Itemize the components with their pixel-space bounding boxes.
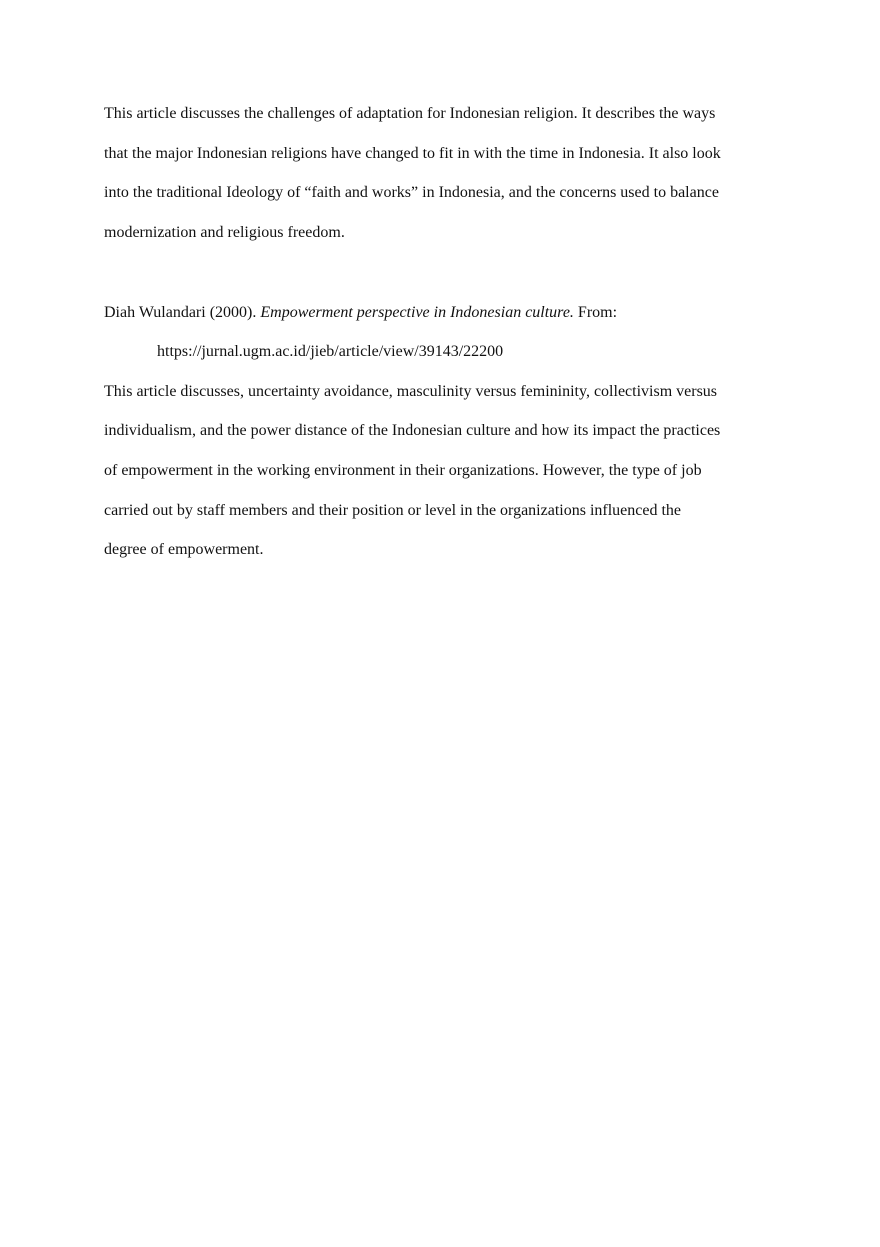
reference-citation xyxy=(104,303,617,323)
text-line: into the traditional Ideology of “faith and works” in Indonesia, and the concerns used to balance xyxy=(104,184,719,201)
reference-from: From: xyxy=(573,304,618,321)
text-line: of empowerment in the working environment in their organizations. However, the type of job xyxy=(104,462,702,479)
reference-author-year: Diah Wulandari (2000). xyxy=(104,304,261,321)
text-line: degree of empowerment. xyxy=(104,541,264,558)
text-line: carried out by staff members and their position or level in the organizations influenced the xyxy=(104,502,682,519)
text-line: modernization and religious freedom. xyxy=(104,224,345,241)
text-line: This article discusses the challenges of adaptation for Indonesian religion. It describes the ways xyxy=(104,105,716,122)
reference-title: Empowerment perspective in Indonesian culture. xyxy=(260,304,574,321)
text-line: that the major Indonesian religions have changed to fit in with the time in Indonesia. It also look xyxy=(104,145,721,162)
text-line: This article discusses, uncertainty avoidance, masculinity versus femininity, collectivism versus xyxy=(104,383,718,400)
text-line: individualism, and the power distance of the Indonesian culture and how its impact the practices xyxy=(104,422,721,439)
reference-url: https://jurnal.ugm.ac.id/jieb/article/view/39143/22200 xyxy=(157,343,504,360)
